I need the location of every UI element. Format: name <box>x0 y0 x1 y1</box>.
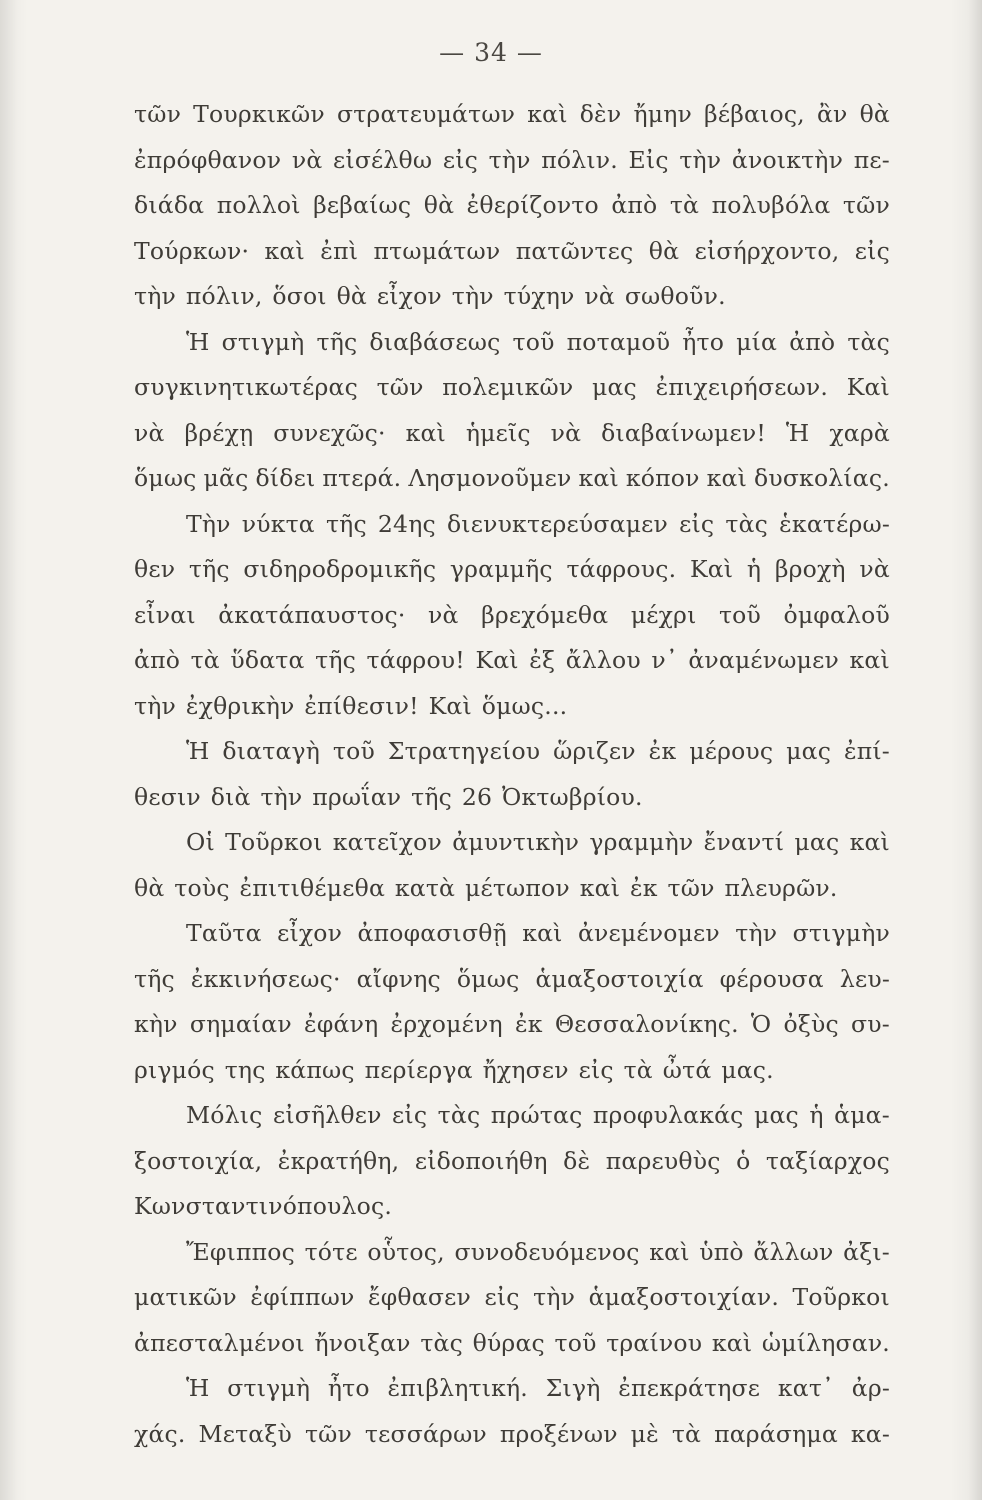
text-line <box>134 638 890 684</box>
word: μέρους <box>689 737 774 765</box>
word: πρώτας <box>490 1101 583 1129</box>
word: τῶν <box>134 100 182 128</box>
word: ἀπὸ <box>789 327 836 356</box>
word: ὅμως... <box>481 691 568 720</box>
word: πόλιν. <box>541 145 618 174</box>
word: τὴν <box>533 1283 576 1311</box>
word: τὰς <box>847 327 890 356</box>
text-line <box>134 911 890 957</box>
text-line <box>134 1412 890 1458</box>
word: μας <box>794 828 840 856</box>
word: στρατευμάτων <box>336 100 516 128</box>
word: συνοδευόμενος <box>454 1237 640 1266</box>
word: νὰ <box>291 145 323 174</box>
word: εἰδοποιήθη <box>414 1146 548 1175</box>
word: Ἔφιππος <box>186 1237 295 1266</box>
word: διάδα <box>134 191 205 219</box>
word: καὶ <box>405 418 446 447</box>
word: ἤχησεν <box>482 1055 569 1084</box>
word: βρέχῃ <box>184 418 254 447</box>
word: ἁμαξοστοιχία <box>535 964 704 993</box>
word: τὰ <box>671 1419 702 1448</box>
word: τῆς <box>315 646 356 674</box>
word: πατῶντες <box>515 236 634 265</box>
word: συγκινητικωτέρας <box>134 373 358 401</box>
word: ἀπὸ <box>134 646 181 674</box>
word: τοῦ <box>554 1328 597 1357</box>
word: γραμμῆς <box>449 555 553 583</box>
text-line <box>134 1230 890 1276</box>
word: εἶχον <box>376 282 442 310</box>
word: 26 <box>461 782 493 811</box>
word: Λησμονοῦμεν <box>408 464 572 492</box>
word: πρωΐαν <box>312 782 402 811</box>
word: ἐπί- <box>843 737 890 765</box>
word: λευ- <box>839 964 890 993</box>
word: ὅσοι <box>272 282 327 310</box>
word: ξοστοιχία, <box>134 1146 263 1175</box>
word: ἡ <box>746 555 762 583</box>
word: νὰ <box>584 282 615 310</box>
text-line <box>134 1321 890 1367</box>
text-line <box>134 1184 890 1230</box>
word: Τουρκικῶν <box>193 100 325 128</box>
word: Ἡ <box>186 327 210 356</box>
word: καὶ <box>522 919 563 947</box>
word: Ἡ <box>186 1374 210 1402</box>
word: Ὁ <box>750 1010 772 1038</box>
word: 24ης <box>377 509 436 538</box>
word: κατεῖχον <box>332 828 443 856</box>
word: θύρας <box>472 1328 545 1357</box>
word: τὴν <box>488 145 531 174</box>
text-line <box>134 1093 890 1139</box>
word: τὰς <box>437 1101 481 1129</box>
word: ἐκ <box>514 1010 543 1038</box>
text-line <box>134 729 890 775</box>
word: ὅμως <box>456 964 520 993</box>
word: χαρὰ <box>829 418 890 447</box>
word: μας. <box>721 1055 774 1084</box>
word: ταξίαρχος <box>765 1146 890 1175</box>
text-line <box>134 92 890 138</box>
word: δὲν <box>579 100 622 128</box>
word: εἰσέλθω <box>333 145 433 174</box>
word: ἀπὸ <box>611 191 658 219</box>
word: προξένων <box>499 1419 618 1448</box>
word: καὶ <box>849 828 890 856</box>
word: Τὴν <box>186 509 231 538</box>
word: εἰς <box>442 145 479 174</box>
word: βεβαίως <box>313 191 412 219</box>
word: νὰ <box>428 600 459 629</box>
word: διαβαίνωμεν! <box>601 418 767 447</box>
word: ἐπιβλητική. <box>387 1374 528 1402</box>
word: τῆς <box>325 509 367 538</box>
text-line <box>134 684 890 730</box>
word: ἀναμένωμεν <box>688 646 839 674</box>
word: νὰ <box>134 418 165 447</box>
word: ἐπὶ <box>320 236 359 265</box>
word: τὴν <box>260 782 303 811</box>
word: καὶ <box>711 1328 753 1357</box>
word: ἡ <box>809 1101 824 1129</box>
word: σιδηροδρομικῆς <box>243 555 437 583</box>
word: Εἰς <box>628 145 669 174</box>
text-line <box>134 138 890 184</box>
word: ἐπίθεσιν! <box>304 691 419 720</box>
word: στιγμὴ <box>221 327 305 356</box>
text-line <box>134 775 890 821</box>
word: ὀμφαλοῦ <box>783 600 890 629</box>
word: θὰ <box>423 191 455 219</box>
text-line <box>134 229 890 275</box>
word: πτωμάτων <box>373 236 501 265</box>
word: Τούρκων· <box>134 236 250 265</box>
text-line <box>134 411 890 457</box>
word: Στρατηγείου <box>387 737 541 765</box>
word: κατ᾽ <box>777 1374 834 1402</box>
word: ἐκ <box>629 873 658 902</box>
word: φέρουσα <box>719 964 824 993</box>
word: τὴν <box>679 145 722 174</box>
text-line <box>134 593 890 639</box>
word: κάπως <box>275 1055 355 1084</box>
word: ποταμοῦ <box>566 327 671 356</box>
word: ἐθερίζοντο <box>466 191 599 219</box>
word: ὕδατα <box>230 646 305 674</box>
text-line <box>134 1002 890 1048</box>
word: Σιγὴ <box>545 1374 601 1402</box>
word: τῶν <box>667 873 715 902</box>
word: ἐρχομένη <box>390 1010 503 1038</box>
word: τῆς <box>188 555 230 583</box>
word: δυσκολίας. <box>753 464 890 492</box>
page-number-header: — 34 — <box>439 38 543 67</box>
word: ἔφθασεν <box>367 1283 471 1311</box>
word: χάς. <box>134 1419 186 1448</box>
word: θεσιν <box>134 782 201 811</box>
word: μᾶς <box>203 464 249 492</box>
word: εἰς <box>392 1101 428 1129</box>
word: τὰς <box>420 1328 463 1357</box>
word: ὥριζεν <box>553 737 636 765</box>
word: αἴφνης <box>356 964 441 993</box>
word: τοὺς <box>174 873 230 902</box>
word: μέχρι <box>630 600 697 629</box>
word: ἦτο <box>682 327 725 356</box>
word: ἀποφασισθῇ <box>357 919 507 947</box>
word: ἀνεμένομεν <box>577 919 720 947</box>
word: προφυλακάς <box>592 1101 744 1129</box>
word: πτερά. <box>322 464 402 492</box>
word: Κωνσταντινόπουλος. <box>134 1192 393 1220</box>
word: πε- <box>853 145 890 174</box>
word: μας <box>754 1101 799 1129</box>
word: ὑπὸ <box>699 1237 744 1266</box>
word: εἰς <box>679 509 715 538</box>
word: καὶ <box>579 873 621 902</box>
text-line <box>134 456 890 502</box>
word: ἤμην <box>633 100 692 128</box>
word: σωθοῦν. <box>624 282 726 310</box>
word: ἐπρόφθανον <box>134 145 282 174</box>
word: τὴν <box>134 691 176 720</box>
word: στιγμὴν <box>792 919 890 947</box>
word: ἐχθρικὴν <box>185 691 295 720</box>
body-text <box>134 92 890 1457</box>
word: ἁμα- <box>834 1101 890 1129</box>
word: τὰ <box>190 646 220 674</box>
word: Καὶ <box>846 373 890 401</box>
word: κα- <box>850 1419 890 1448</box>
text-line <box>134 365 890 411</box>
word: τοῦ <box>512 327 555 356</box>
text-line <box>134 320 890 366</box>
word: ἔναντί <box>703 828 785 856</box>
word: βέβαιος, <box>704 100 805 128</box>
word: τύχην <box>503 282 575 310</box>
word: παρευθὺς <box>605 1146 721 1175</box>
word: τῶν <box>304 1419 352 1448</box>
word: διαταγὴ <box>222 737 321 765</box>
word: θὰ <box>134 873 165 902</box>
word: μας <box>592 373 637 401</box>
word: Καὶ <box>475 646 519 674</box>
word: πολυβόλα <box>711 191 831 219</box>
word: ἐκκινήσεως· <box>190 964 341 993</box>
word: Τοῦρκοι <box>225 828 323 856</box>
word: ἄλλων <box>753 1237 834 1266</box>
word: καὶ <box>264 236 305 265</box>
word: δίδει <box>255 464 316 492</box>
word: ἐξ <box>529 646 556 674</box>
word: καὶ <box>849 646 890 674</box>
word: παράσημα <box>714 1419 838 1448</box>
word: μέτωπον <box>464 873 570 902</box>
word: ματικῶν <box>134 1283 237 1311</box>
word: εἰσῆλθεν <box>272 1101 382 1129</box>
word: μας <box>786 737 832 765</box>
word: εἰς <box>854 236 890 265</box>
word: σημαίαν <box>189 1010 292 1038</box>
page-edge-shadow-left <box>0 0 18 1500</box>
word: τεσσάρων <box>364 1419 487 1448</box>
word: τάφρους. <box>566 555 677 583</box>
word: κατὰ <box>394 873 456 902</box>
word: συ- <box>851 1010 890 1038</box>
word: ὀξὺς <box>783 1010 839 1038</box>
word: ἡμεῖς <box>465 418 531 447</box>
word: τραίνου <box>606 1328 703 1357</box>
text-line <box>134 866 890 912</box>
word: συνεχῶς· <box>273 418 386 447</box>
word: ἐκ <box>648 737 677 765</box>
word: Καὶ <box>689 555 734 583</box>
word: ἀξι- <box>843 1237 890 1266</box>
word: τὴν <box>134 282 176 310</box>
word: καὶ <box>706 464 747 492</box>
word: ν᾽ <box>651 646 678 674</box>
word: ριγμός <box>134 1055 215 1084</box>
word: ἁμαξοστοιχίαν. <box>588 1283 780 1311</box>
word: τὴν <box>735 919 778 947</box>
word: γραμμὴν <box>589 828 694 856</box>
word: ὅμως <box>134 464 197 492</box>
word: Μεταξὺ <box>198 1419 293 1448</box>
text-line <box>134 820 890 866</box>
word: τῶν <box>842 191 890 219</box>
word: θὰ <box>336 282 367 310</box>
word: καὶ <box>649 1237 690 1266</box>
word: ἐπεκράτησε <box>618 1374 761 1402</box>
word: ἤνοιξαν <box>314 1328 411 1357</box>
word: Ὀκτωβρίου. <box>502 782 643 811</box>
text-line <box>134 502 890 548</box>
word: θὰ <box>859 100 890 128</box>
word: οὗτος, <box>367 1237 445 1266</box>
word: βροχὴ <box>774 555 846 583</box>
word: Οἱ <box>186 828 215 856</box>
word: τὰ <box>623 1055 653 1084</box>
word: τάφρου! <box>366 646 465 674</box>
word: εἰς <box>484 1283 520 1311</box>
word: πολεμικῶν <box>442 373 574 401</box>
word: Μόλις <box>186 1101 263 1129</box>
word: τὰ <box>669 191 700 219</box>
word: Τοῦρκοι <box>792 1283 890 1311</box>
word: ἀμυντικὴν <box>452 828 580 856</box>
word: τῶν <box>376 373 424 401</box>
word: ἀπεσταλμένοι <box>134 1328 305 1357</box>
word: τῆς <box>411 782 452 811</box>
word: ἐπιχειρήσεων. <box>655 373 829 401</box>
text-line <box>134 183 890 229</box>
word: ἀρ- <box>851 1374 890 1402</box>
page-edge-shadow-right <box>968 0 982 1500</box>
word: τῆς <box>134 964 175 993</box>
word: εἰσήρχοντο, <box>694 236 840 265</box>
word: βρεχόμεθα <box>481 600 609 629</box>
word: πόλιν, <box>185 282 263 310</box>
word: τοῦ <box>332 737 375 765</box>
word: μία <box>736 327 778 356</box>
word: τὴν <box>451 282 494 310</box>
word: νὰ <box>550 418 582 447</box>
word: ἐφάνη <box>304 1010 379 1038</box>
word: μὲ <box>630 1419 659 1448</box>
word: ὦτά <box>662 1055 712 1084</box>
word: τοῦ <box>718 600 761 629</box>
word: τῆς <box>316 327 358 356</box>
word: ὁ <box>736 1146 751 1175</box>
word: πλευρῶν. <box>724 873 838 902</box>
text-line <box>134 274 890 320</box>
word: κόπον <box>625 464 700 492</box>
word: ἀνοικτὴν <box>731 145 844 174</box>
word: καὶ <box>527 100 568 128</box>
word: πολλοὶ <box>216 191 301 219</box>
word: στιγμὴ <box>227 1374 311 1402</box>
word: Καὶ <box>428 691 472 720</box>
text-line <box>134 1275 890 1321</box>
word: καὶ <box>578 464 619 492</box>
word: νὰ <box>859 555 890 583</box>
word: δὲ <box>563 1146 591 1175</box>
word: Θεσσαλονίκης. <box>554 1010 739 1038</box>
word: κὴν <box>134 1010 178 1038</box>
word: της <box>224 1055 266 1084</box>
word: διαβάσεως <box>369 327 501 356</box>
word: ἦτο <box>327 1374 370 1402</box>
word: ἂν <box>816 100 848 128</box>
text-line <box>134 547 890 593</box>
text-line <box>134 1366 890 1412</box>
word: ἀκατάπαυστος· <box>218 600 406 629</box>
word: ἐκρατήθη, <box>277 1146 400 1175</box>
text-line <box>134 1048 890 1094</box>
word: εἰς <box>578 1055 614 1084</box>
word: θεν <box>134 555 176 583</box>
word: ἑκατέρω- <box>779 509 890 538</box>
word: ἄλλου <box>565 646 641 674</box>
word: διενυκτερεύσαμεν <box>446 509 669 538</box>
word: τὰς <box>725 509 769 538</box>
word: τότε <box>304 1237 358 1266</box>
word: ἐφίππων <box>250 1283 355 1311</box>
word: νύκτα <box>241 509 315 538</box>
word: Ἡ <box>186 737 210 765</box>
word: περίεργα <box>364 1055 473 1084</box>
text-line <box>134 957 890 1003</box>
word: εἶχον <box>277 919 343 947</box>
word: διὰ <box>210 782 251 811</box>
word: Ταῦτα <box>186 919 262 947</box>
word: εἶναι <box>134 600 196 629</box>
text-line <box>134 1139 890 1185</box>
word: θὰ <box>648 236 680 265</box>
word: ἐπιτιθέμεθα <box>239 873 386 902</box>
word: Ἡ <box>785 418 810 447</box>
word: ὡμίλησαν. <box>761 1328 890 1357</box>
